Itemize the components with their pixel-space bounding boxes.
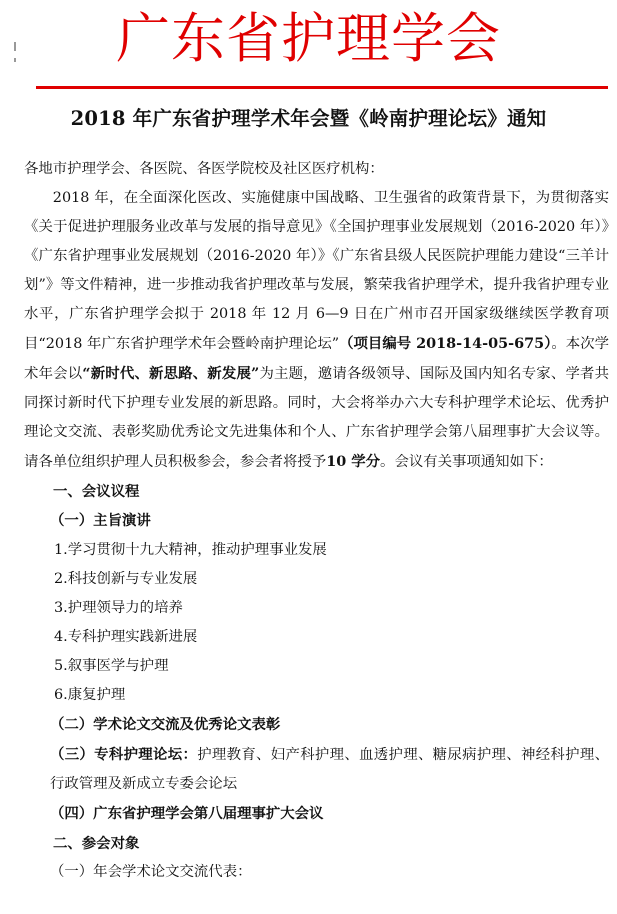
- project-number: （项目编号 2018-14-05-675）: [339, 335, 552, 352]
- subsection-participants-1: （一）年会学术论文交流代表：: [50, 864, 252, 880]
- section-heading-participants: 二、参会对象: [53, 835, 140, 852]
- subsection-keynote-label: （一）主旨演讲: [50, 512, 151, 529]
- salutation: 各地市护理学会、各医院、各医学院校及社区医疗机构：: [24, 161, 384, 177]
- subsection-keynote: [24, 506, 609, 536]
- intro-paragraph: [24, 184, 609, 477]
- subsection-papers: [24, 710, 609, 740]
- keynote-item: 5.叙事医学与护理: [54, 658, 169, 674]
- section-heading-agenda: 一、会议议程: [53, 483, 140, 500]
- subsection-council-label: （四）广东省护理学会第八届理事扩大会议: [50, 805, 324, 822]
- keynote-item: 1.学习贯彻十九大精神，推动护理事业发展: [54, 542, 327, 558]
- intro-text-1: 2018 年，在全面深化医改、实施健康中国战略、卫生强省的政策背景下，为贯彻落实《关于促进护理服务业改革与发展的指导意见》《全国护理事业发展规划（2016-2020 年）》《广东省护理事业发展规划（2016-2020 年）》《广东省县级人民医院护理能力建设“三羊计划”》等文件精神，进一步推动我省护理改革与发展，繁荣我省护理学术，提升我省护理专业水平，广东省护理学会拟于 2018 年 12 月 6—9 日在广州市召开国家级继续医学教育项目“2018 年广东省护理学术年会暨岭南护理论坛”: [24, 190, 609, 352]
- intro-text-4: 。会议有关事项通知如下：: [380, 454, 553, 470]
- document-body: [24, 155, 609, 887]
- subsection-papers-label: （二）学术论文交流及优秀论文表彰: [50, 716, 281, 733]
- letterhead-rule: [36, 86, 608, 89]
- subsection-forums-text: 护理教育、妇产科护理、血透护理、糖尿病护理、神经科护理、行政管理及新成立专委会论坛: [50, 747, 609, 792]
- keynote-item: 3.护理领导力的培养: [54, 600, 183, 616]
- intro-text-2: 。本次学术年会以: [24, 336, 609, 382]
- document-title: 2018 年广东省护理学术年会暨《岭南护理论坛》通知: [70, 107, 547, 130]
- keynote-item: 4.专科护理实践新进展: [54, 629, 198, 645]
- subsection-council: [24, 799, 609, 829]
- subsection-forums: [24, 740, 609, 799]
- subsection-forums-label: （三）专科护理论坛：: [50, 746, 198, 763]
- keynote-item: 6.康复护理: [54, 687, 126, 703]
- letterhead-title: 广东省护理学会: [116, 7, 501, 70]
- meeting-theme: “新时代、新思路、新发展”: [82, 365, 260, 382]
- intro-text-3: 为主题，邀请各级领导、国际及国内知名专家、学者共同探讨新时代下护理专业发展的新思路。同时，大会将举办六大专科护理学术论坛、优秀护理论文交流、表彰奖励优秀论文先进集体和个人、广东省护理学会第八届理事扩大会议等。请各单位组织护理人员积极参会，参会者将授予: [24, 366, 609, 470]
- keynote-item: 2.科技创新与专业发展: [54, 571, 198, 587]
- credits: 10 学分: [326, 453, 381, 470]
